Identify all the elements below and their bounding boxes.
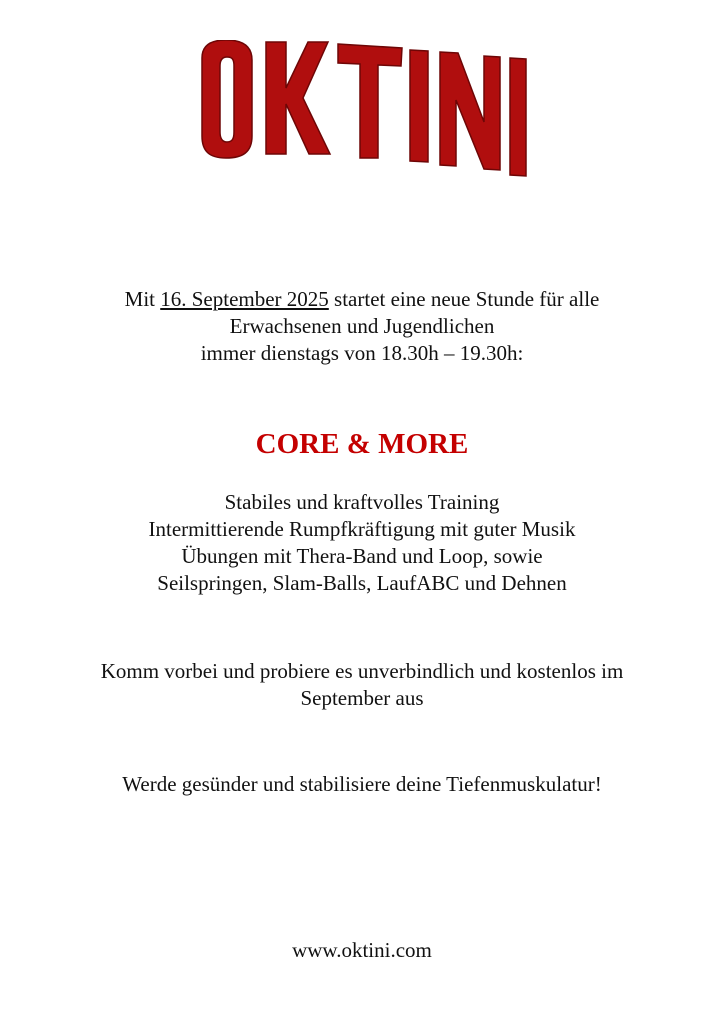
website-link[interactable]: www.oktini.com — [292, 938, 432, 962]
invite-text — [30, 658, 694, 712]
invite-line-2: September aus — [300, 686, 424, 710]
intro-text — [30, 286, 694, 367]
feature-line: Seilspringen, Slam-Balls, LaufABC und Dehnen — [157, 571, 567, 595]
intro-line-3: immer dienstags von 18.30h – 19.30h: — [200, 341, 524, 365]
feature-line: Übungen mit Thera-Band und Loop, sowie — [181, 544, 543, 568]
course-title: CORE & MORE — [255, 428, 469, 460]
feature-line: Stabiles und kraftvolles Training — [224, 490, 500, 514]
oktini-logo — [0, 40, 724, 190]
slogan-text: Werde gesünder und stabilisiere deine Tiefenmuskulatur! — [122, 772, 602, 796]
feature-list — [30, 489, 694, 597]
oktini-logo-graphic — [192, 40, 532, 180]
start-date: 16. September 2025 — [160, 287, 329, 311]
intro-line-2: Erwachsenen und Jugendlichen — [229, 314, 495, 338]
intro-line-1 — [30, 286, 694, 313]
invite-line-1: Komm vorbei und probiere es unverbindlich und kostenlos im — [100, 659, 624, 683]
intro-suffix: startet eine neue Stunde für alle — [328, 287, 600, 311]
feature-line: Intermittierende Rumpfkräftigung mit guter Musik — [148, 517, 576, 541]
intro-prefix: Mit — [124, 287, 161, 311]
